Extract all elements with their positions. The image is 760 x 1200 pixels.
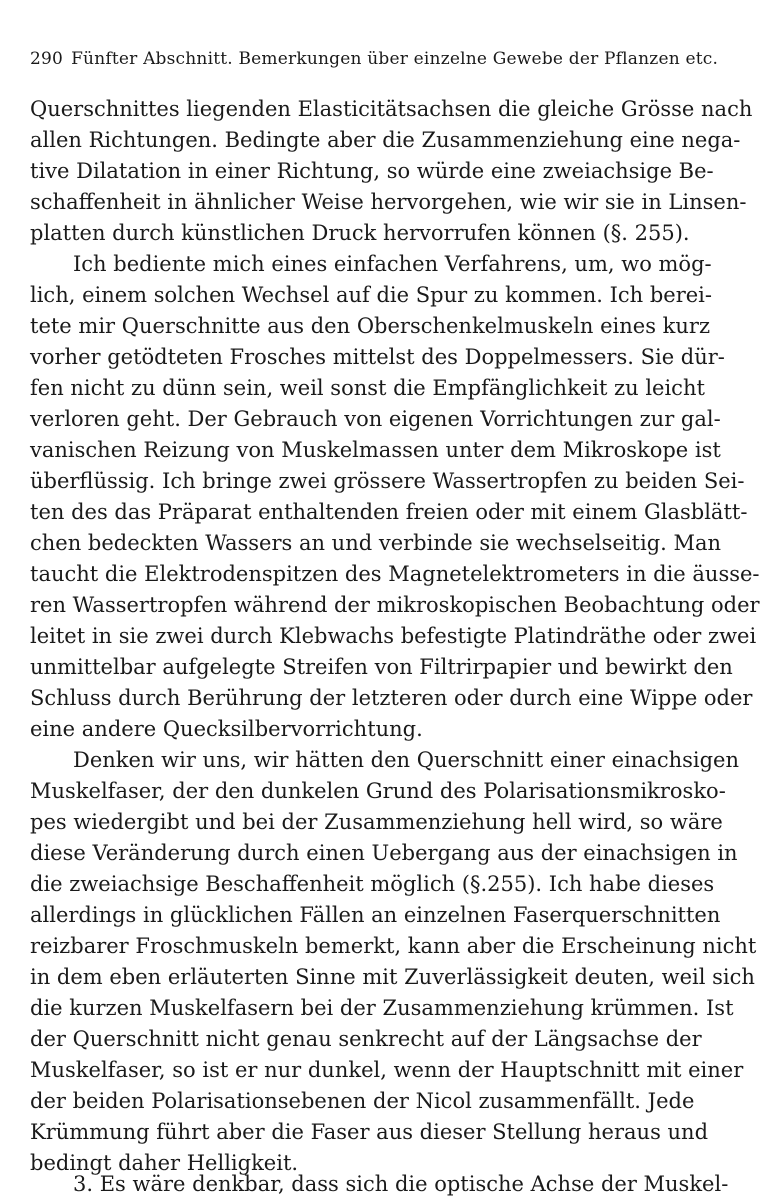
paragraph-first-line: Denken wir uns, wir hätten den Querschnitt einer einachsigen [73,748,739,772]
paragraph-first-line: 3. Es wäre denkbar, dass sich die optische Achse der Muskel- [73,1172,729,1196]
text-line: Krümmung führt aber die Faser aus dieser Stellung heraus und [30,1120,709,1144]
text-line: vorher getödteten Frosches mittelst des Doppelmessers. Sie dür- [30,345,725,369]
text-line: pes wiedergibt und bei der Zusammenziehung hell wird, so wäre [30,810,723,834]
text-line: leitet in sie zwei durch Klebwachs befestigte Platindräthe oder zwei [30,624,757,648]
text-line: in dem eben erläuterten Sinne mit Zuverlässigkeit deuten, weil sich [30,965,755,989]
text-line: lich, einem solchen Wechsel auf die Spur zu kommen. Ich berei- [30,283,712,307]
text-line: allen Richtungen. Bedingte aber die Zusammenziehung eine nega- [30,128,741,152]
running-header [30,44,719,74]
text-line: der Querschnitt nicht genau senkrecht auf der Längsachse der [30,1027,702,1051]
text-line: überflüssig. Ich bringe zwei grössere Wassertropfen zu beiden Sei- [30,469,745,493]
page-number: 290 [30,49,64,69]
text-line: ren Wassertropfen während der mikroskopischen Beobachtung oder [30,593,760,617]
paragraph-first-line: Ich bediente mich eines einfachen Verfahrens, um, wo mög- [73,252,712,276]
text-line: ten des das Präparat enthaltenden freien oder mit einem Glasblätt- [30,500,748,524]
text-line: Muskelfaser, der den dunkelen Grund des Polarisationsmikrosko- [30,779,726,803]
text-line: bedingt daher Helligkeit. [30,1151,299,1175]
text-line: der beiden Polarisationsebenen der Nicol zusammenfällt. Jede [30,1089,695,1113]
text-line: Schluss durch Berührung der letzteren oder durch eine Wippe oder [30,686,753,710]
text-line: chen bedeckten Wassers an und verbinde sie wechselseitig. Man [30,531,722,555]
text-line: eine andere Quecksilbervorrichtung. [30,717,423,741]
text-line: Querschnittes liegenden Elasticitätsachsen die gleiche Grösse nach [30,97,753,121]
text-line: allerdings in glücklichen Fällen an einzelnen Faserquerschnitten [30,903,721,927]
text-line: fen nicht zu dünn sein, weil sonst die Empfänglichkeit zu leicht [30,376,705,400]
text-line: die kurzen Muskelfasern bei der Zusammenziehung krümmen. Ist [30,996,734,1020]
text-line: reizbarer Froschmuskeln bemerkt, kann aber die Erscheinung nicht [30,934,757,958]
text-line: Muskelfaser, so ist er nur dunkel, wenn der Hauptschnitt mit einer [30,1058,744,1082]
text-line: die zweiachsige Beschaffenheit möglich (§.255). Ich habe dieses [30,872,715,896]
running-title: Fünfter Abschnitt. Bemerkungen über einzelne Gewebe der Pflanzen etc. [71,49,719,69]
text-line: tive Dilatation in einer Richtung, so würde eine zweiachsige Be- [30,159,714,183]
text-line: verloren geht. Der Gebrauch von eigenen Vorrichtungen zur gal- [30,407,721,431]
text-line: platten durch künstlichen Druck hervorrufen können (§. 255). [30,221,690,245]
text-line: taucht die Elektrodenspitzen des Magnetelektrometers in die äusse- [30,562,760,586]
text-line: schaffenheit in ähnlicher Weise hervorgehen, wie wir sie in Linsen- [30,190,747,214]
text-line: diese Veränderung durch einen Uebergang aus der einachsigen in [30,841,738,865]
text-line: tete mir Querschnitte aus den Oberschenkelmuskeln eines kurz [30,314,711,338]
text-line: unmittelbar aufgelegte Streifen von Filtrirpapier und bewirkt den [30,655,733,679]
text-line: vanischen Reizung von Muskelmassen unter dem Mikroskope ist [30,438,721,462]
